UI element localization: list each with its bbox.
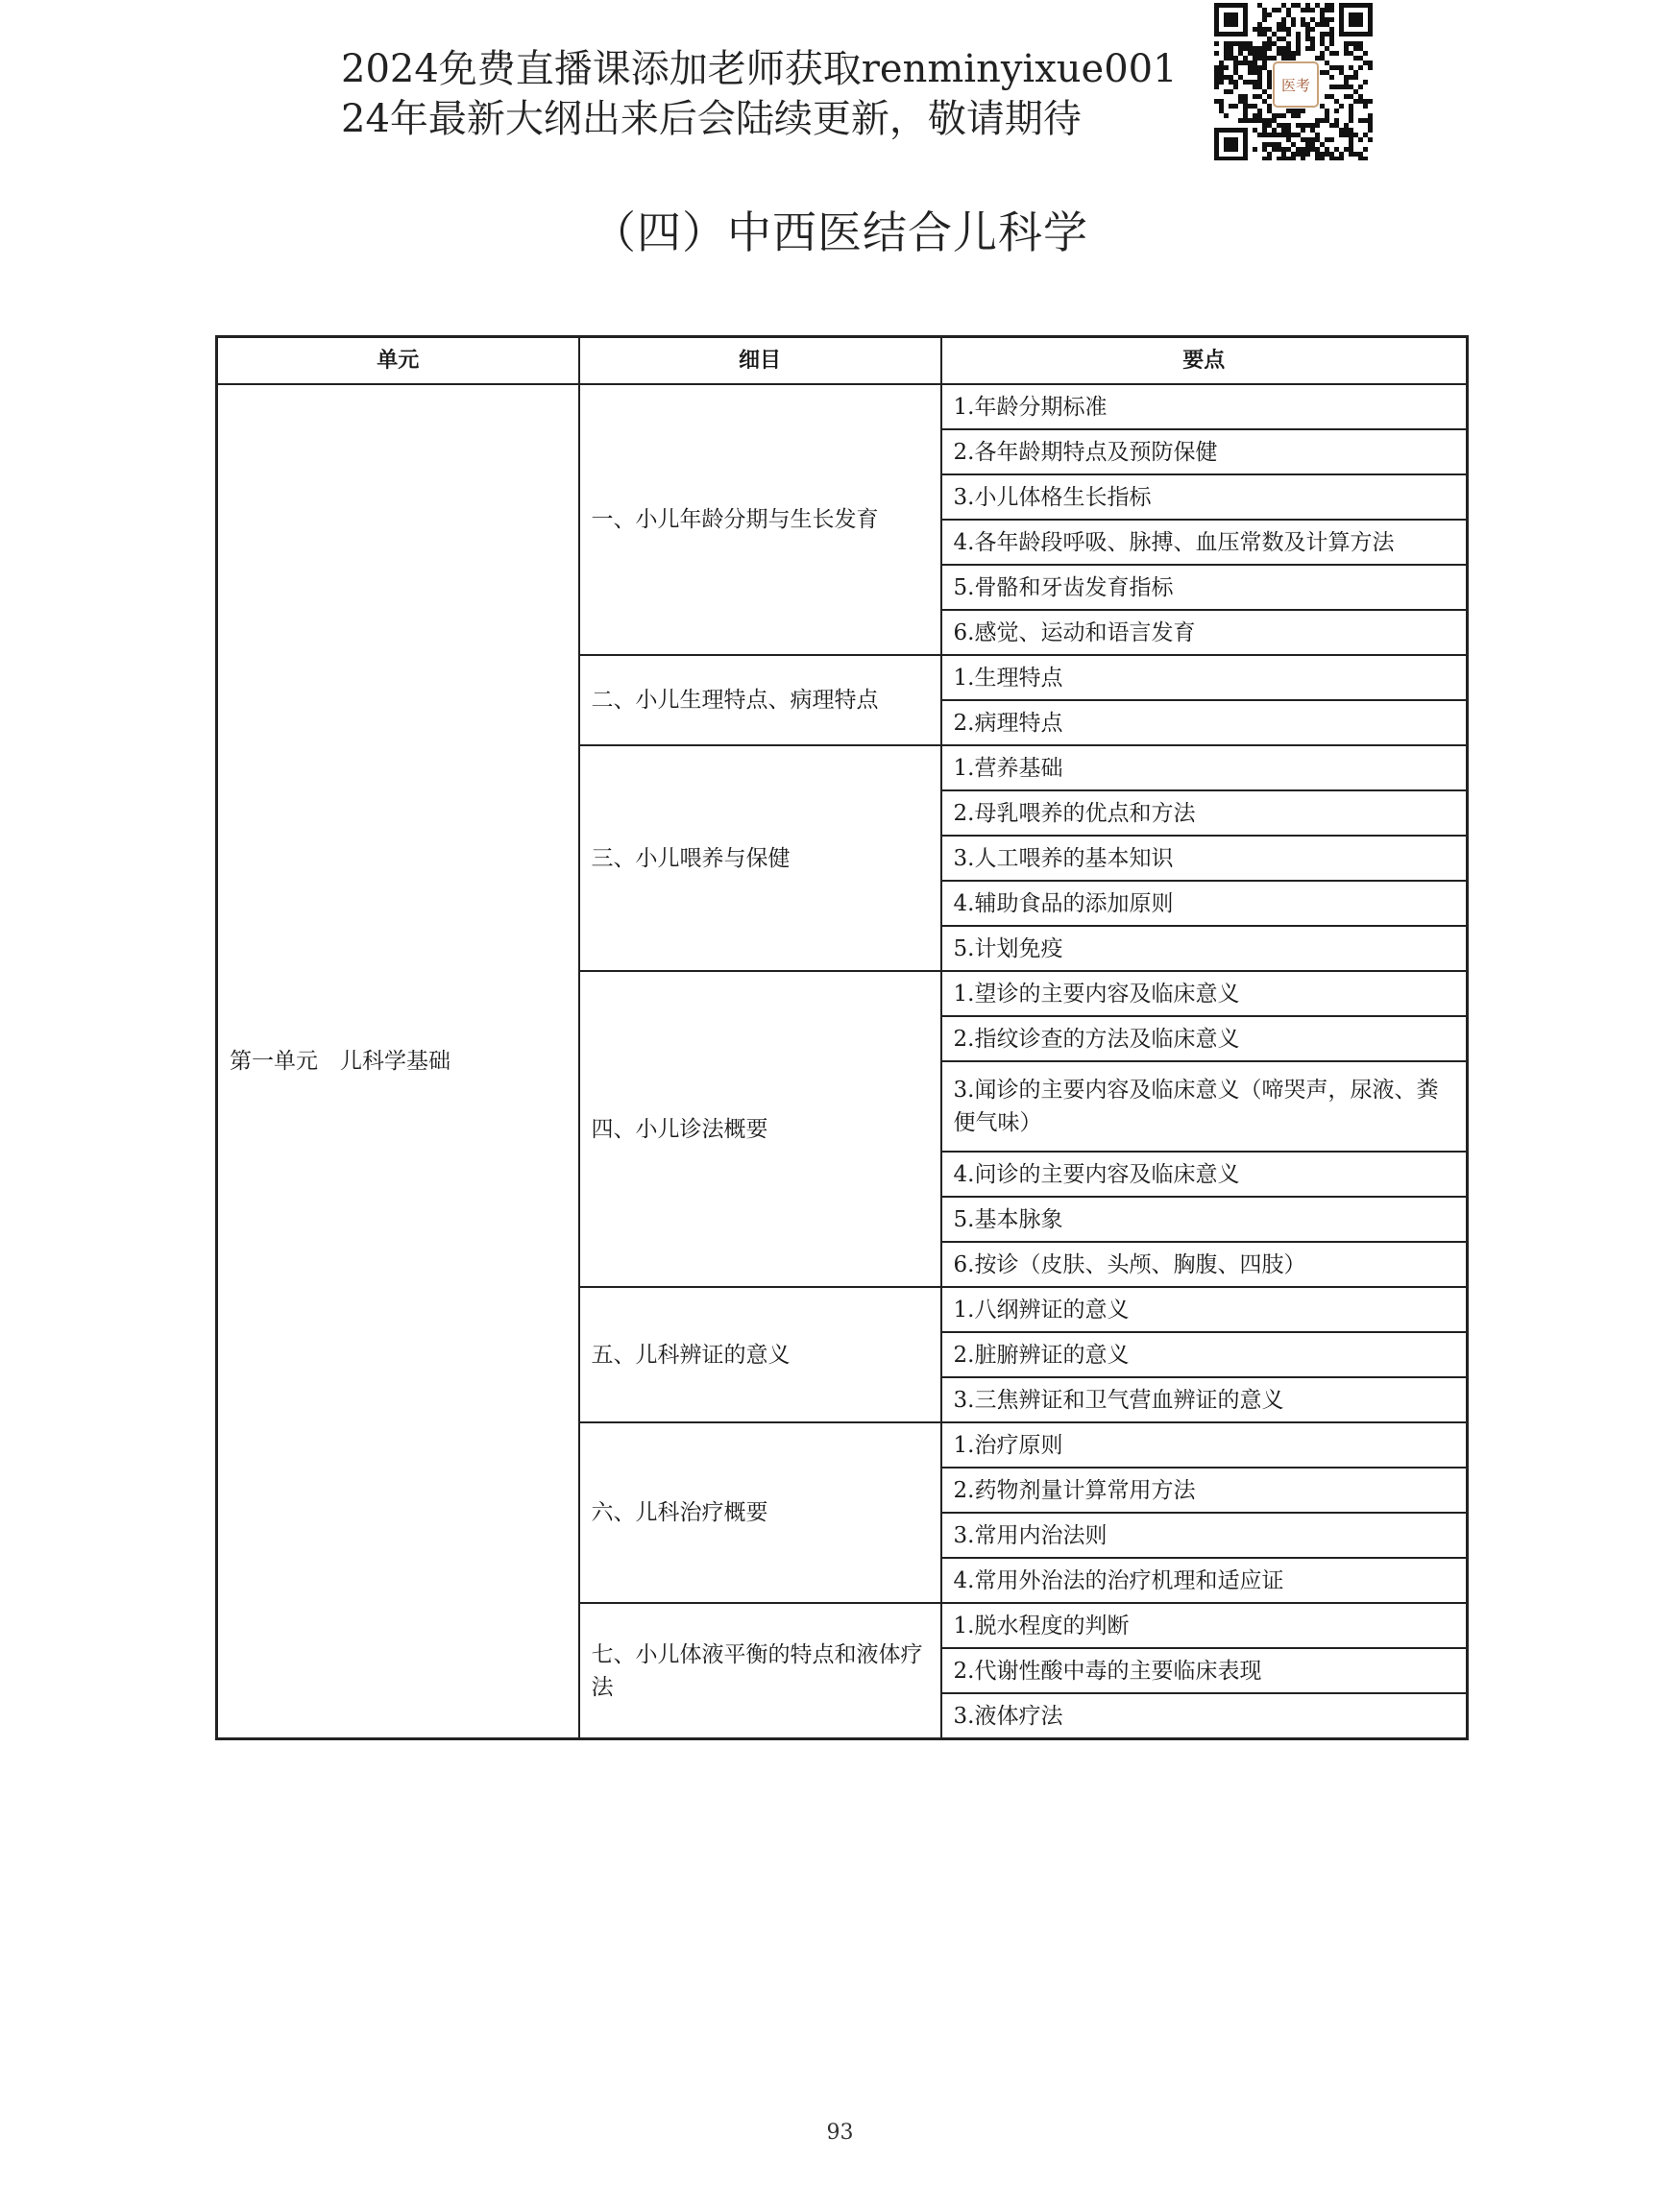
- item-cell: 一、小儿年龄分期与生长发育: [579, 384, 941, 655]
- point-cell: 6.按诊（皮肤、头颅、胸腹、四肢）: [941, 1242, 1468, 1287]
- unit-cell: 第一单元 儿科学基础: [217, 384, 579, 1739]
- point-cell: 3.人工喂养的基本知识: [941, 836, 1468, 881]
- header-unit: 单元: [217, 337, 579, 385]
- point-cell: 2.病理特点: [941, 700, 1468, 745]
- point-cell: 2.药物剂量计算常用方法: [941, 1468, 1468, 1513]
- header-item: 细目: [579, 337, 941, 385]
- point-cell: 4.辅助食品的添加原则: [941, 881, 1468, 926]
- syllabus-table: [215, 335, 1469, 1740]
- point-cell: 2.脏腑辨证的意义: [941, 1332, 1468, 1377]
- point-cell: 3.小儿体格生长指标: [941, 474, 1468, 520]
- item-cell: 三、小儿喂养与保健: [579, 745, 941, 971]
- point-cell: 4.各年龄段呼吸、脉搏、血压常数及计算方法: [941, 520, 1468, 565]
- point-cell: 1.营养基础: [941, 745, 1468, 790]
- qr-logo-text: 医考: [1280, 77, 1311, 94]
- page-number: 93: [826, 2121, 854, 2145]
- point-cell: 1.八纲辨证的意义: [941, 1287, 1468, 1332]
- promo-line-1: 2024免费直播课添加老师获取renminyixue001: [341, 47, 1178, 91]
- point-cell: 1.生理特点: [941, 655, 1468, 700]
- point-cell: 2.母乳喂养的优点和方法: [941, 790, 1468, 836]
- point-cell: 1.脱水程度的判断: [941, 1603, 1468, 1648]
- point-cell: 5.基本脉象: [941, 1197, 1468, 1242]
- point-cell: 4.问诊的主要内容及临床意义: [941, 1152, 1468, 1197]
- point-cell: 5.骨骼和牙齿发育指标: [941, 565, 1468, 610]
- point-cell: 3.三焦辨证和卫气营血辨证的意义: [941, 1377, 1468, 1422]
- page-title: （四）中西医结合儿科学: [592, 206, 1088, 258]
- point-cell: 3.液体疗法: [941, 1693, 1468, 1739]
- point-cell: 5.计划免疫: [941, 926, 1468, 971]
- item-cell: 五、儿科辨证的意义: [579, 1287, 941, 1422]
- point-cell: 6.感觉、运动和语言发育: [941, 610, 1468, 655]
- point-cell: 1.治疗原则: [941, 1422, 1468, 1468]
- point-cell: 3.常用内治法则: [941, 1513, 1468, 1558]
- item-cell: 二、小儿生理特点、病理特点: [579, 655, 941, 745]
- table-row: [217, 384, 1468, 429]
- promo-line-2: 24年最新大纲出来后会陆续更新，敬请期待: [341, 97, 1082, 141]
- point-cell: 1.望诊的主要内容及临床意义: [941, 971, 1468, 1016]
- point-cell: 3.闻诊的主要内容及临床意义（啼哭声，尿液、粪便气味）: [941, 1061, 1468, 1152]
- point-cell: 1.年龄分期标准: [941, 384, 1468, 429]
- header-points: 要点: [941, 337, 1468, 385]
- item-cell: 六、儿科治疗概要: [579, 1422, 941, 1603]
- point-cell: 2.代谢性酸中毒的主要临床表现: [941, 1648, 1468, 1693]
- point-cell: 2.各年龄期特点及预防保健: [941, 429, 1468, 474]
- promo-banner: [341, 44, 1205, 144]
- point-cell: 4.常用外治法的治疗机理和适应证: [941, 1558, 1468, 1603]
- qr-code-icon: [1212, 3, 1376, 160]
- table-header-row: [217, 337, 1468, 385]
- item-cell: 四、小儿诊法概要: [579, 971, 941, 1287]
- item-cell: 七、小儿体液平衡的特点和液体疗法: [579, 1603, 941, 1739]
- point-cell: 2.指纹诊查的方法及临床意义: [941, 1016, 1468, 1061]
